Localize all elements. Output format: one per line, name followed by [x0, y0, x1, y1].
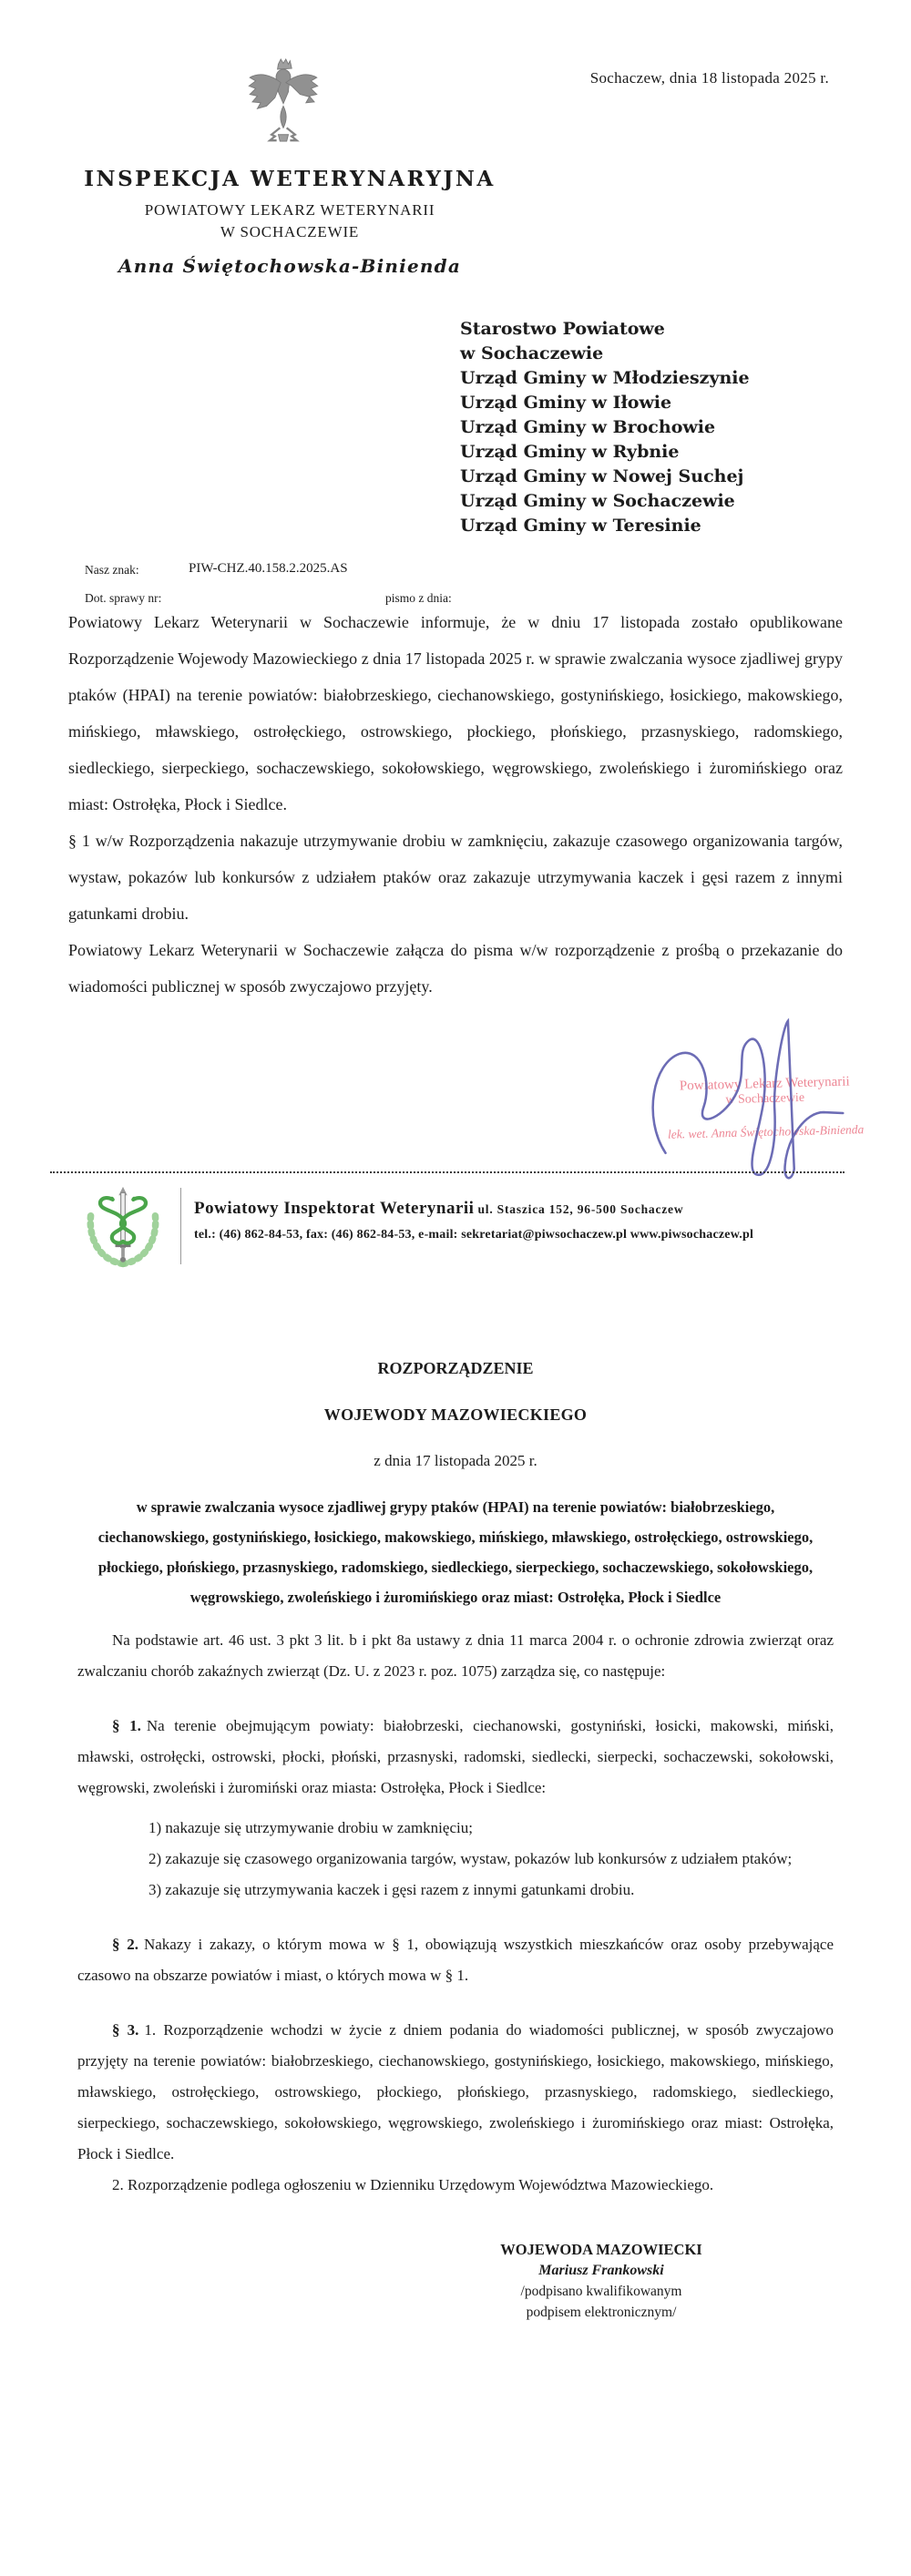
regulation-issuer: WOJEWODY MAZOWIECKIEGO: [323, 1406, 588, 1424]
paragraph-2-label: § 2.: [112, 1936, 138, 1953]
regulation-title: ROZPORZĄDZENIE: [377, 1359, 534, 1377]
inspection-title: INSPEKCJA WETERYNARYJNA: [84, 167, 496, 191]
footer-org-name: Powiatowy Inspektorat Weterynarii: [194, 1199, 475, 1218]
handwritten-signature: [638, 1013, 865, 1186]
recipient: Urząd Gminy w Brochowie: [460, 417, 716, 437]
officer-name: Anna Świętochowska-Binienda: [118, 255, 461, 277]
letter-date-label: pismo z dnia:: [385, 591, 452, 605]
letter-paragraph: Powiatowy Lekarz Weterynarii w Sochaczewie załącza do pisma w/w rozporządzenie z prośbą o przekazanie do wiadomości publicznej w sposób zwyczajowo przyjęty.: [68, 941, 843, 996]
voivode-title: WOJEWODA MAZOWIECKI: [500, 2241, 702, 2258]
letter-body: [68, 604, 843, 1005]
list-item: 1) nakazuje się utrzymywanie drobiu w zamknięciu;: [148, 1819, 473, 1836]
vet-caduceus-icon: [80, 1184, 166, 1274]
voivode-name: Mariusz Frankowski: [538, 2263, 664, 2278]
letterhead: [35, 167, 545, 277]
recipient: Starostwo Powiatowe: [460, 319, 665, 339]
footer-address: ul. Staszica 152, 96-500 Sochaczew: [477, 1202, 684, 1216]
letter-date: Sochaczew, dnia 18 listopada 2025 r.: [589, 69, 829, 87]
recipient: Urząd Gminy w Młodzieszynie: [460, 368, 750, 388]
recipient: Urząd Gminy w Teresinie: [460, 516, 701, 536]
list-item: 3) zakazuje się utrzymywania kaczek i gęsi razem z innymi gatunkami drobiu.: [148, 1881, 635, 1898]
paragraph-1-label: § 1.: [112, 1717, 141, 1734]
letter-paragraph: § 1 w/w Rozporządzenia nakazuje utrzymywanie drobiu w zamknięciu, zakazuje czasowego organizowania targów, wystaw, pokazów lub konkursów z udziałem ptaków oraz zakazuje utrzymywania kaczek i gęsi razem z innymi gatunkami drobiu.: [68, 832, 843, 923]
recipient: Urząd Gminy w Iłowie: [460, 393, 672, 413]
paragraph-3-point-2: 2. Rozporządzenie podlega ogłoszeniu w Dzienniku Urzędowym Województwa Mazowieckiego.: [112, 2176, 714, 2193]
list-item: 2) zakazuje się czasowego organizowania targów, wystaw, pokazów lub konkursów z udziałem ptaków;: [148, 1850, 793, 1867]
paragraph-3: § 3. 1. Rozporządzenie wchodzi w życie z dniem podania do wiadomości publicznej, w sposób zwyczajowo przyjęty na terenie powiatów: białobrzeskiego, ciechanowskiego, gostynińskiego, łosickiego, makowskiego, mińskiego, mławskiego, ostrołęckiego, ostrowskiego, płockiego, płońskiego, przasnyskiego, radomskiego, siedleckiego, sierpeckiego, sochaczewskiego, sokołowskiego, węgrowskiego, zwoleńskiego i żuromińskiego oraz miast: Ostrołęka, Płock i Siedlce.: [77, 2021, 834, 2162]
footer-text: [181, 1184, 753, 1242]
recipient: Urząd Gminy w Nowej Suchej: [460, 466, 744, 486]
recipient: Urząd Gminy w Rybnie: [460, 442, 680, 462]
legal-basis: Na podstawie art. 46 ust. 3 pkt 3 lit. b i pkt 8a ustawy z dnia 11 marca 2004 r. o ochronie zdrowia zwierząt oraz zwalczaniu chorób zakaźnych zwierząt (Dz. U. z 2023 r. poz. 1075) zarządza się, co następuje:: [77, 1631, 834, 1680]
recipient: w Sochaczewie: [460, 343, 604, 363]
regulation-date: z dnia 17 listopada 2025 r.: [374, 1452, 537, 1469]
case-ref-label: Dot. sprawy nr:: [85, 591, 162, 605]
voivode-signature-block: WOJEWODA MAZOWIECKI Mariusz Frankowski /podpisano kwalifikowanym podpisem elektronicznym/: [383, 2239, 820, 2323]
letter-paragraph: Powiatowy Lekarz Weterynarii w Sochaczewie informuje, że w dniu 17 listopada zostało opublikowane Rozporządzenie Wojewody Mazowieckiego z dnia 17 listopada 2025 r. w sprawie zwalczania wysoce zjadliwej grypy ptaków (HPAI) na terenie powiatów: białobrzeskiego, ciechanowskiego, gostynińskiego, łosickiego, makowskiego, mińskiego, mławskiego, ostrołęckiego, ostrowskiego, płockiego, płońskiego, przasnyskiego, radomskiego, siedleckiego, sierpeckiego, sochaczewskiego, sokołowskiego, węgrowskiego, zwoleńskiego i żuromińskiego oraz miast: Ostrołęka, Płock i Siedlce.: [68, 613, 843, 813]
paragraph-2: § 2. Nakazy i zakazy, o którym mowa w § 1, obowiązują wszystkich mieszkańców oraz osoby przebywające czasowo na obszarze powiatów i miast, o których mowa w § 1.: [77, 1936, 834, 1984]
office-name: POWIATOWY LEKARZ WETERYNARII W SOCHACZEWIE: [144, 201, 435, 240]
letter-footer: [80, 1184, 753, 1274]
recipient: Urząd Gminy w Sochaczewie: [460, 491, 735, 511]
regulation-section: [0, 1352, 911, 2323]
regulation-subject: w sprawie zwalczania wysoce zjadliwej grypy ptaków (HPAI) na terenie powiatów: białobrzeskiego, ciechanowskiego, gostynińskiego, łosickiego, makowskiego, mińskiego, mławskiego, ostrołęckiego, ostrowskiego, płockiego, płońskiego, przasnyskiego, radomskiego, siedleckiego, sierpeckiego, sochaczewskiego, sokołowskiego, węgrowskiego, zwoleńskiego i żuromińskiego oraz miast: Ostrołęka, Płock i Siedlce: [97, 1498, 814, 1606]
our-ref-label: Nasz znak:: [85, 563, 139, 577]
paragraph-3-label: § 3.: [112, 2021, 139, 2039]
polish-eagle-icon: [241, 56, 325, 155]
dotted-divider: [50, 1171, 844, 1173]
paragraph-1: § 1. Na terenie obejmującym powiaty: białobrzeski, ciechanowski, gostyniński, łosicki, makowski, miński, mławski, ostrołęcki, ostrowski, płocki, płoński, przasnyski, radomski, siedlecki, sierpecki, sochaczewski, sokołowski, węgrowski, zwoleński i żuromiński oraz miasta: Ostrołęka, Płock i Siedlce:: [77, 1717, 834, 1796]
office-stamp: Powiatowy Lekarz Weterynarii w Sochaczewie lek. wet. Anna Świętochowska-Binienda: [667, 1074, 865, 1141]
paragraph-1-items: [148, 1813, 834, 1906]
footer-contact: tel.: (46) 862-84-53, fax: (46) 862-84-53, e-mail: sekretariat@piwsochaczew.pl www.piwsochaczew.pl: [194, 1228, 754, 1242]
our-ref-value: PIW-CHZ.40.158.2.2025.AS: [189, 561, 348, 576]
recipients-list: [460, 317, 750, 538]
